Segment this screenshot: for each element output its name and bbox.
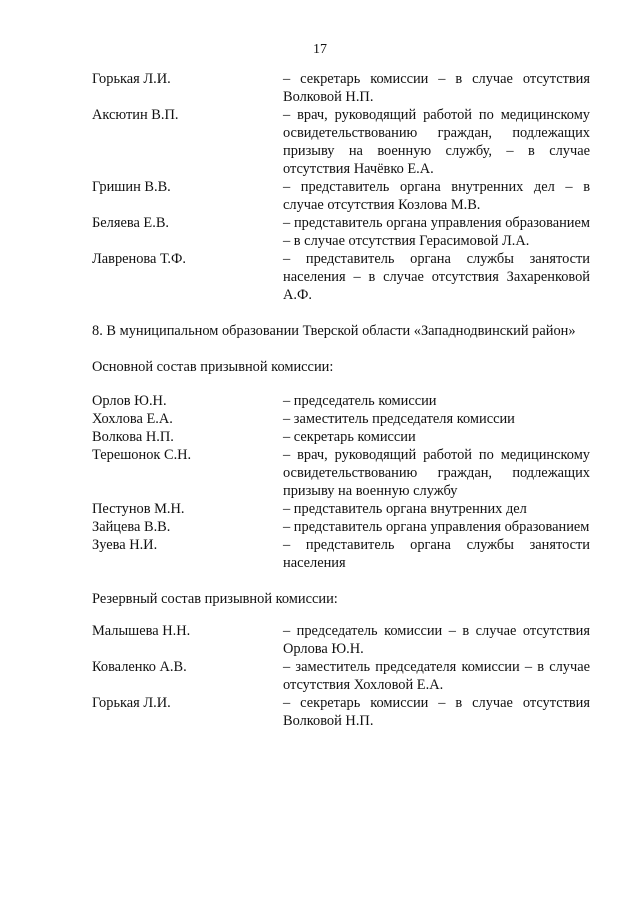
member-list-continued (92, 70, 590, 304)
member-role: – секретарь комиссии – в случае отсутствия Волковой Н.П. (283, 695, 590, 729)
member-row (92, 536, 590, 572)
member-role: – врач, руководящий работой по медицинскому освидетельствованию граждан, подлежащих призыву на военную службу, – в случае отсутствия Начёвко Е.А. (283, 107, 590, 177)
reserve-member-list (92, 622, 590, 730)
member-name: Терешонок С.Н. (92, 447, 192, 463)
member-row (92, 214, 590, 250)
reserve-composition-heading: Резервный состав призывной комиссии: (92, 591, 338, 607)
main-member-list (92, 392, 590, 572)
member-role: – представитель органа службы занятости населения – в случае отсутствия Захаренковой А.Ф. (283, 251, 590, 303)
member-name: Аксютин В.П. (92, 107, 179, 123)
member-row (92, 518, 590, 536)
member-name: Орлов Ю.Н. (92, 393, 167, 409)
member-role: – представитель органа внутренних дел – в случае отсутствия Козлова М.В. (283, 179, 590, 213)
member-name: Зайцева В.В. (92, 519, 171, 535)
document-content (92, 70, 590, 730)
member-row (92, 446, 590, 500)
member-role: – врач, руководящий работой по медицинскому освидетельствованию граждан, подлежащих призыву на военную службу (283, 447, 590, 499)
member-name: Волкова Н.П. (92, 429, 174, 445)
member-role: – представитель органа внутренних дел (283, 501, 527, 517)
member-row (92, 392, 590, 410)
member-role: – представитель органа управления образованием – в случае отсутствия Герасимовой Л.А. (283, 215, 590, 249)
member-row (92, 250, 590, 304)
member-name: Горькая Л.И. (92, 71, 171, 87)
member-role: – представитель органа службы занятости населения (283, 537, 590, 571)
member-row (92, 178, 590, 214)
main-composition-heading: Основной состав призывной комиссии: (92, 359, 334, 375)
member-name: Гришин В.В. (92, 179, 171, 195)
member-name: Лавренова Т.Ф. (92, 251, 186, 267)
member-row (92, 658, 590, 694)
member-row (92, 70, 590, 106)
member-role: – председатель комиссии – в случае отсутствия Орлова Ю.Н. (283, 623, 590, 657)
member-role: – председатель комиссии (283, 393, 437, 409)
member-row (92, 500, 590, 518)
member-row (92, 106, 590, 178)
member-name: Хохлова Е.А. (92, 411, 173, 427)
member-name: Малышева Н.Н. (92, 623, 191, 639)
member-row (92, 428, 590, 446)
member-name: Коваленко А.В. (92, 659, 187, 675)
member-name: Горькая Л.И. (92, 695, 171, 711)
member-row (92, 694, 590, 730)
member-role: – заместитель председателя комиссии (283, 411, 515, 427)
member-name: Пестунов М.Н. (92, 501, 185, 517)
section-heading: 8. В муниципальном образовании Тверской области «Западнодвинский район» (92, 323, 576, 339)
member-name: Беляева Е.В. (92, 215, 170, 231)
member-name: Зуева Н.И. (92, 537, 158, 553)
page-number: 17 (313, 42, 327, 57)
member-row (92, 622, 590, 658)
member-role: – заместитель председателя комиссии – в случае отсутствия Хохловой Е.А. (283, 659, 590, 693)
member-role: – секретарь комиссии – в случае отсутствия Волковой Н.П. (283, 71, 590, 105)
member-row (92, 410, 590, 428)
member-role: – секретарь комиссии (283, 429, 416, 445)
member-role: – представитель органа управления образованием (283, 519, 590, 535)
